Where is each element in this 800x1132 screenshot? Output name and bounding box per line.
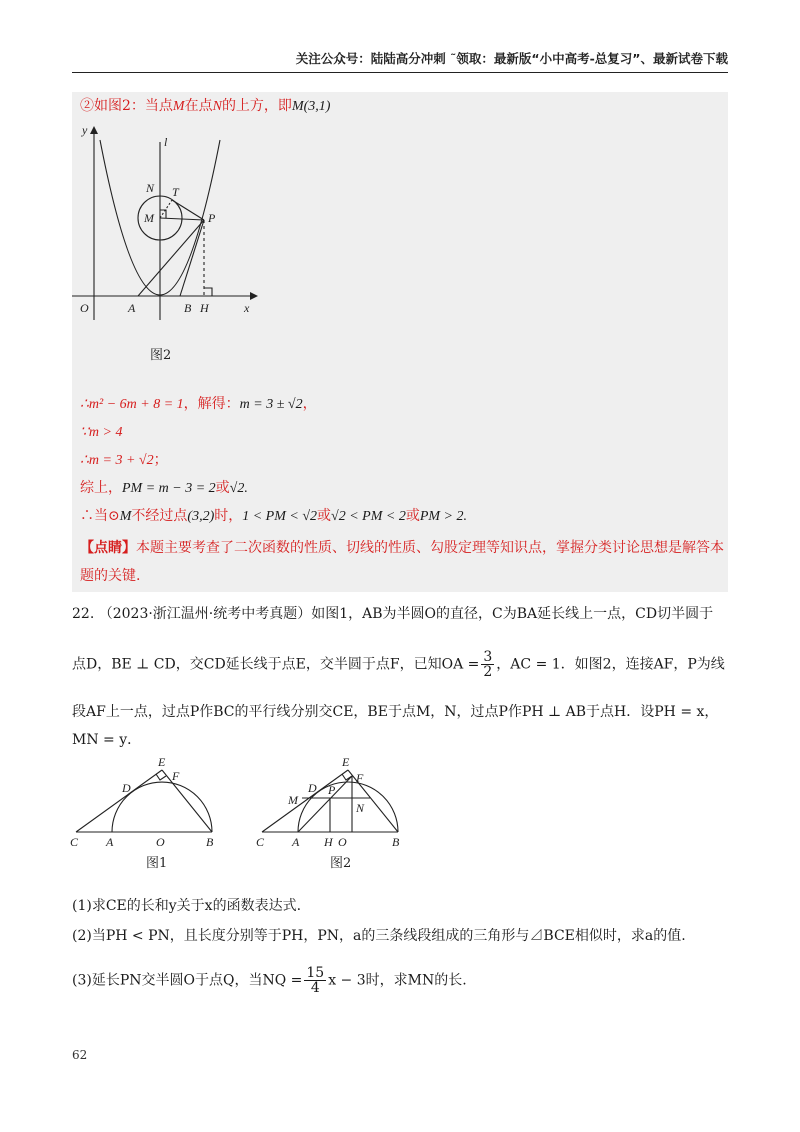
svg-text:M: M — [288, 793, 298, 807]
svg-text:B: B — [206, 835, 214, 849]
parabola-figure — [72, 120, 272, 360]
svg-text:E: E — [158, 756, 166, 769]
svg-text:E: E — [342, 756, 350, 769]
problem-line-4: MN = y． — [72, 732, 142, 748]
eq1-line: ∴m² − 6m + 8 = 1，解得：m = 3 ± √2， — [80, 396, 317, 412]
svg-text:A: A — [128, 301, 136, 315]
comment-line-1: 【点睛】本题主要考查了二次函数的性质、切线的性质、勾股定理等知识点，掌握分类讨论思想是解答本 — [80, 540, 724, 556]
problem-line-3: 段AF上一点，过点P作BC的平行线分别交CE，BE于点M，N，过点P作PH ⊥ AB于点H．设PH = x， — [72, 704, 719, 720]
svg-text:C: C — [256, 835, 265, 849]
problem-line-2: 点D，BE ⊥ CD，交CD延长线于点E，交半圆于点F，已知OA = $\frac{3}{2}$ ，AC = 1．如图2，连接AF，P为线 — [72, 649, 725, 680]
svg-text:A: A — [106, 835, 114, 849]
comment-line-2: 题的关键. — [80, 568, 141, 584]
semicircle-figures — [66, 756, 426, 876]
since-line: ∵m > 4 — [80, 425, 123, 440]
svg-text:F: F — [356, 771, 364, 785]
svg-text:D: D — [122, 781, 131, 795]
page-number: 62 — [72, 1048, 88, 1062]
fig1-caption: 图1 — [146, 856, 168, 871]
question-3: (3)延长PN交半圆O于点Q，当NQ = $\frac{15}{4}$ x − 3时，求MN的长. — [72, 965, 467, 996]
svg-text:B: B — [184, 301, 192, 315]
summary-line: 综上，PM = m − 3 = 2或√2. — [80, 480, 248, 496]
svg-text:y: y — [82, 123, 88, 137]
question-1: (1)求CE的长和y关于x的函数表达式. — [72, 898, 302, 914]
svg-text:x: x — [244, 301, 250, 315]
question-2: (2)当PH < PN，且长度分别等于PH，PN，a的三条线段组成的三角形与⊿BCE相似时，求a的值. — [72, 928, 686, 944]
svg-text:H: H — [324, 835, 333, 849]
solution-box — [72, 92, 728, 592]
svg-text:O: O — [338, 835, 347, 849]
fraction-3-2: $\frac{3}{2}$ — [483, 649, 493, 680]
final-line: ∴当⊙M不经过点(3,2)时，1 < PM < √2或√2 < PM < 2或PM > 2. — [80, 508, 467, 524]
fraction-15-4: $\frac{15}{4}$ — [306, 965, 325, 996]
svg-text:P: P — [208, 211, 216, 225]
fig2b-caption: 图2 — [330, 856, 352, 871]
svg-text:O: O — [156, 835, 165, 849]
problem-line-1: 22. （2023·浙江温州·统考中考真题）如图1，AB为半圆O的直径，C为BA延长线上一点，CD切半圆于 — [72, 606, 714, 622]
svg-text:F: F — [172, 769, 180, 783]
svg-text:D: D — [308, 781, 317, 795]
svg-text:M: M — [144, 211, 154, 225]
svg-text:T: T — [172, 185, 179, 199]
fig2-caption: 图2 — [150, 348, 172, 363]
case2-line: ②如图2：当点M在点N的上方，即M(3,1) — [80, 98, 331, 114]
svg-text:O: O — [80, 301, 89, 315]
svg-text:l: l — [164, 135, 168, 149]
svg-text:B: B — [392, 835, 400, 849]
svg-text:A: A — [292, 835, 300, 849]
svg-text:N: N — [146, 181, 155, 195]
therefore-line: ∴m = 3 + √2； — [80, 452, 168, 468]
svg-text:H: H — [200, 301, 209, 315]
svg-text:P: P — [328, 783, 336, 797]
svg-text:C: C — [70, 835, 79, 849]
page-header: 关注公众号：陆陆高分冲刺 ˜领取：最新版“小中高考-总复习”、最新试卷下载 — [72, 48, 728, 73]
svg-text:N: N — [356, 801, 365, 815]
